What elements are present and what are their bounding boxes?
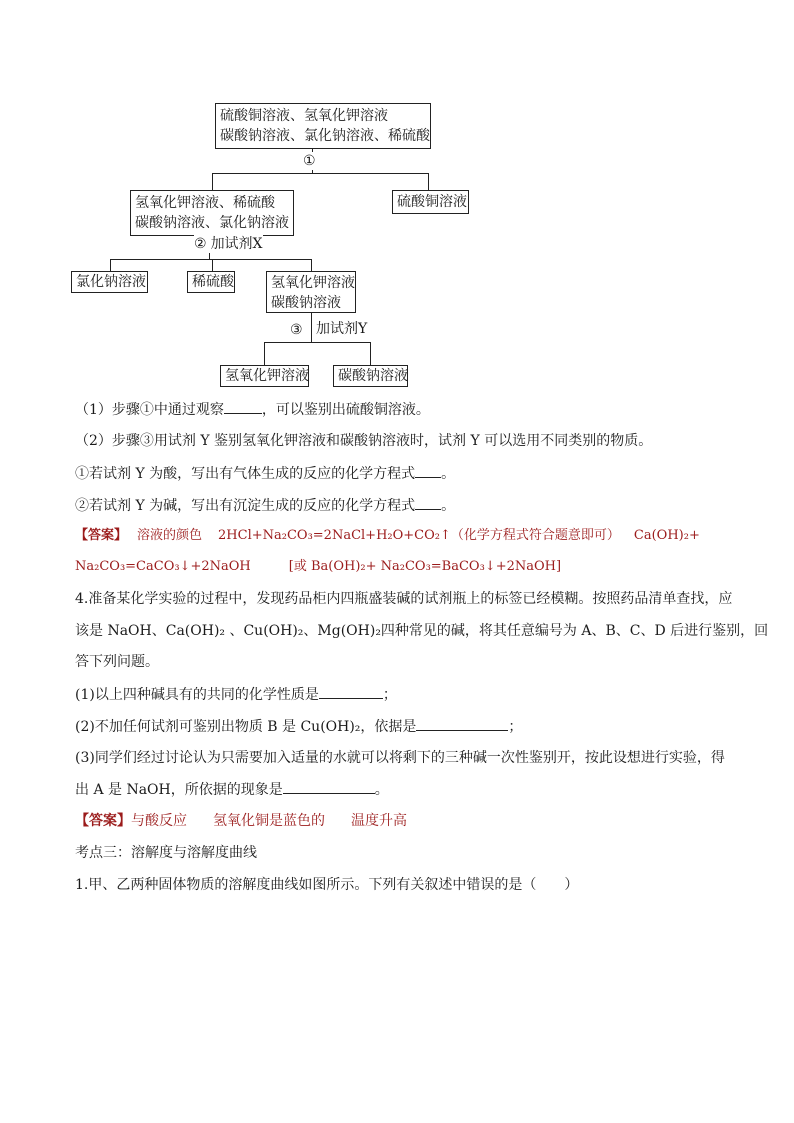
connector (264, 342, 265, 365)
h2so4-box (187, 271, 235, 293)
section3-heading: 考点三：溶解度与溶解度曲线 (75, 845, 257, 861)
answer-1: 与酸反应 (131, 813, 187, 829)
part2-1-text: ①若试剂 Y 为酸，写出有气体生成的反应的化学方程式 (75, 466, 416, 482)
answer-1: 溶液的颜色 (137, 528, 203, 543)
part2-2-end: 。 (441, 498, 456, 514)
answer-2: 2HCl+Na₂CO₃=2NaCl+H₂O+CO₂↑（化学方程式符合题意即可） (218, 528, 620, 543)
q4-line1: 4.准备某化学实验的过程中，发现药品柜内四瓶盛装碱的试剂瓶上的标签已经模糊。按照药品清单查找，应 (75, 591, 733, 607)
q-prev-part2: （2）步骤③用试剂 Y 鉴别氢氧化钾溶液和碳酸钠溶液时，试剂 Y 可以选用不同类别的物质。 (75, 433, 653, 449)
left-line2: 碳酸钠溶液、氯化钠溶液 (135, 215, 289, 231)
connector (212, 259, 213, 271)
q4-line2: 该是 NaOH、Ca(OH)₂ 、Cu(OH)₂、Mg(OH)₂四种常见的碱，将其任意编号为 A、B、C、D 后进行鉴别，回 (75, 623, 769, 639)
step2-label (194, 235, 263, 253)
connector (428, 173, 429, 190)
flowchart-diagram (0, 0, 794, 400)
connector (370, 342, 371, 365)
answer-4: Na₂CO₃=CaCO₃↓+2NaOH (75, 559, 251, 574)
sub3-end: 。 (374, 782, 389, 798)
q-prev-part2-1 (75, 463, 455, 484)
answer-label: 【答案】 (75, 528, 128, 543)
q4-answer (75, 811, 407, 831)
answer-blank (415, 495, 441, 510)
answer-blank (224, 399, 262, 414)
sub1-end: ； (382, 687, 397, 703)
answer-blank (415, 463, 441, 478)
nacl-label: 氯化钠溶液 (76, 274, 146, 290)
add-y-label: 加试剂Y (316, 321, 368, 337)
copper-sulfate-label: 硫酸铜溶液 (397, 194, 467, 210)
mixed-box (266, 271, 356, 313)
section3-q1: 1.甲、乙两种固体物质的溶解度曲线如图所示。下列有关叙述中错误的是（ ） (75, 877, 579, 893)
sub2-end: ； (508, 719, 523, 735)
part1-text-end: ，可以鉴别出硫酸铜溶液。 (261, 402, 430, 418)
answer-blank (416, 716, 508, 731)
connector (264, 342, 371, 343)
answer-3: 温度升高 (351, 813, 407, 829)
q4-sub3-line1: (3)同学们经过讨论认为只需要加入适量的水就可以将剩下的三种碱一次性鉴别开，按此设想进行实验，得 (75, 750, 725, 766)
q-prev-part1 (75, 399, 430, 420)
step3-number: ③ (290, 322, 303, 338)
na2co3-box (333, 365, 408, 387)
sub2-text: (2)不加任何试剂可鉴别出物质 B 是 Cu(OH)₂，依据是 (75, 719, 417, 735)
connector (311, 259, 312, 271)
connector (110, 259, 111, 271)
koh-label: 氢氧化钾溶液 (225, 368, 309, 384)
part2-2-text: ②若试剂 Y 为碱，写出有沉淀生成的反应的化学方程式 (75, 498, 416, 514)
connector (212, 173, 428, 174)
sub3-text: 出 A 是 NaOH，所依据的现象是 (75, 782, 283, 798)
mid-line1: 氢氧化钾溶液 (271, 275, 355, 291)
part2-1-end: 。 (441, 466, 456, 482)
q4-sub2 (75, 716, 522, 737)
step2-number: ② (194, 236, 207, 252)
q4-sub1 (75, 684, 397, 705)
koh-box (220, 365, 309, 387)
connector (212, 173, 213, 190)
connector (110, 259, 312, 260)
step1-label: ① (303, 153, 316, 169)
answer-blank (319, 684, 383, 699)
answer-label: 【答案】 (75, 813, 131, 829)
na2co3-label: 碳酸钠溶液 (338, 368, 408, 384)
part1-text: （1）步骤①中通过观察 (75, 402, 224, 418)
copper-sulfate-box (392, 190, 469, 214)
q-prev-part2-2 (75, 495, 455, 516)
mid-line2: 碳酸钠溶液 (271, 295, 341, 311)
answer-blank (283, 779, 375, 794)
h2so4-label: 稀硫酸 (192, 274, 234, 290)
connector (311, 313, 312, 343)
sub1-text: (1)以上四种碱具有的共同的化学性质是 (75, 687, 319, 703)
answer-5: [或 Ba(OH)₂+ Na₂CO₃=BaCO₃↓+2NaOH] (288, 559, 562, 574)
answer-2: 氢氧化铜是蓝色的 (213, 813, 325, 829)
nacl-box (71, 271, 148, 293)
q4-line3: 答下列问题。 (75, 654, 159, 670)
q-prev-answer-line1 (75, 526, 700, 546)
add-x-label: 加试剂X (210, 236, 263, 252)
root-line2: 碳酸钠溶液、氯化钠溶液、稀硫酸 (220, 128, 430, 144)
root-box (215, 103, 431, 149)
left-group-box (130, 190, 294, 236)
root-line1: 硫酸铜溶液、氢氧化钾溶液 (220, 108, 388, 124)
q-prev-answer-line2 (75, 557, 561, 577)
answer-3: Ca(OH)₂+ (633, 528, 700, 543)
q4-sub3-line2 (75, 779, 389, 800)
left-line1: 氢氧化钾溶液、稀硫酸 (135, 195, 275, 211)
